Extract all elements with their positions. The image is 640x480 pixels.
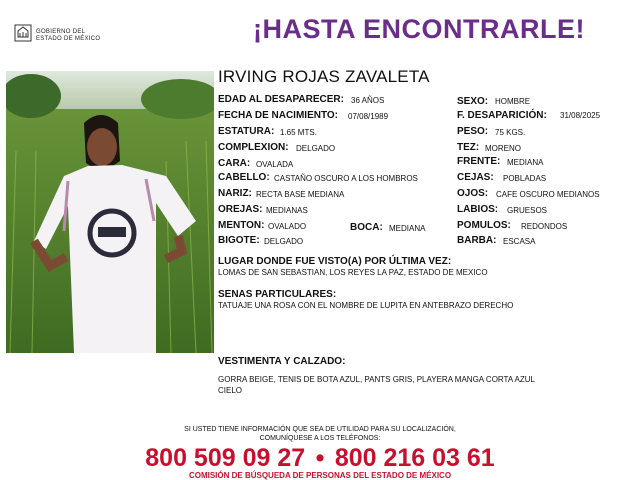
phone-row (0, 444, 640, 473)
tez-value: MORENO (485, 144, 521, 153)
info-line-1: SI USTED TIENE INFORMACIÓN QUE SEA DE UTILIDAD PARA SU LOCALIZACIÓN, (184, 426, 456, 433)
lugar-value: LOMAS DE SAN SEBASTIAN, LOS REYES LA PAZ, ESTADO DE MEXICO (218, 268, 488, 277)
orejas-value: MEDIANAS (266, 206, 308, 215)
gov-line-2: ESTADO DE MÉXICO (36, 36, 101, 42)
sexo-label: SEXO: (457, 96, 489, 107)
vestimenta-line-2: CIELO (218, 386, 243, 395)
person-name: IRVING ROJAS ZAVALETA (218, 67, 430, 86)
bigote-value: DELGADO (264, 237, 304, 246)
desaparicion-value: 31/08/2025 (560, 111, 601, 120)
peso-value: 75 KGS. (495, 128, 526, 137)
barba-label: BARBA: (457, 235, 497, 246)
phone-separator: • (315, 444, 325, 472)
nariz-label: NARIZ: (218, 188, 252, 199)
desaparicion-label: F. DESAPARICIÓN: (457, 110, 547, 121)
ojos-value: CAFE OSCURO MEDIANOS (496, 190, 600, 199)
state-seal-icon (14, 24, 32, 42)
menton-label: MENTON: (218, 220, 265, 231)
complexion-label: COMPLEXION: (218, 142, 289, 153)
page-title: ¡HASTA ENCONTRARLE! (253, 14, 585, 44)
peso-label: PESO: (457, 126, 489, 137)
nariz-value: RECTA BASE MEDIANA (256, 190, 345, 199)
orejas-label: OREJAS: (218, 204, 263, 215)
labios-label: LABIOS: (457, 204, 499, 215)
tez-label: TEZ: (457, 142, 480, 153)
cara-value: OVALADA (256, 160, 294, 169)
labios-value: GRUESOS (507, 206, 548, 215)
senas-value: TATUAJE UNA ROSA CON EL NOMBRE DE LUPITA EN ANTEBRAZO DERECHO (218, 301, 514, 310)
edad-value: 36 AÑOS (351, 96, 385, 105)
senas-label: SENAS PARTICULARES: (218, 289, 337, 300)
sexo-value: HOMBRE (495, 97, 531, 106)
cara-label: CARA: (218, 158, 251, 169)
phone-number-2[interactable]: 800 216 03 61 (334, 444, 495, 472)
barba-value: ESCASA (503, 237, 536, 246)
cabello-value: CASTAÑO OSCURO A LOS HOMBROS (274, 174, 418, 183)
gov-line-1: GOBIERNO DEL (36, 29, 86, 35)
edad-label: EDAD AL DESAPARECER: (218, 94, 344, 105)
vestimenta-line-1: GORRA BEIGE, TENIS DE BOTA AZUL, PANTS GRIS, PLAYERA MANGA CORTA AZUL (218, 375, 535, 384)
cabello-label: CABELLO: (218, 172, 270, 183)
ojos-label: OJOS: (457, 188, 489, 199)
pomulos-label: POMULOS: (457, 220, 511, 231)
boca-value: MEDIANA (389, 224, 426, 233)
frente-value: MEDIANA (507, 158, 544, 167)
lugar-label: LUGAR DONDE FUE VISTO(A) POR ÚLTIMA VEZ: (218, 256, 452, 267)
commission-name: COMISIÓN DE BÚSQUEDA DE PERSONAS DEL ESTADO DE MÉXICO (188, 471, 452, 480)
nacimiento-label: FECHA DE NACIMIENTO: (218, 110, 338, 121)
phone-number-1[interactable]: 800 509 09 27 (145, 444, 306, 472)
bigote-label: BIGOTE: (218, 235, 260, 246)
menton-value: OVALADO (268, 222, 307, 231)
missing-person-photo (6, 71, 214, 353)
cejas-value: POBLADAS (503, 174, 547, 183)
pomulos-value: REDONDOS (521, 222, 568, 231)
frente-label: FRENTE: (457, 156, 501, 167)
complexion-value: DELGADO (296, 144, 336, 153)
vestimenta-label: VESTIMENTA Y CALZADO: (218, 356, 346, 367)
cejas-label: CEJAS: (457, 172, 494, 183)
boca-label: BOCA: (350, 222, 383, 233)
nacimiento-value: 07/08/1989 (348, 112, 389, 121)
estatura-label: ESTATURA: (218, 126, 275, 137)
info-line-2: COMUNÍQUESE A LOS TELÉFONOS: (259, 435, 381, 442)
estatura-value: 1.65 MTS. (280, 128, 317, 137)
